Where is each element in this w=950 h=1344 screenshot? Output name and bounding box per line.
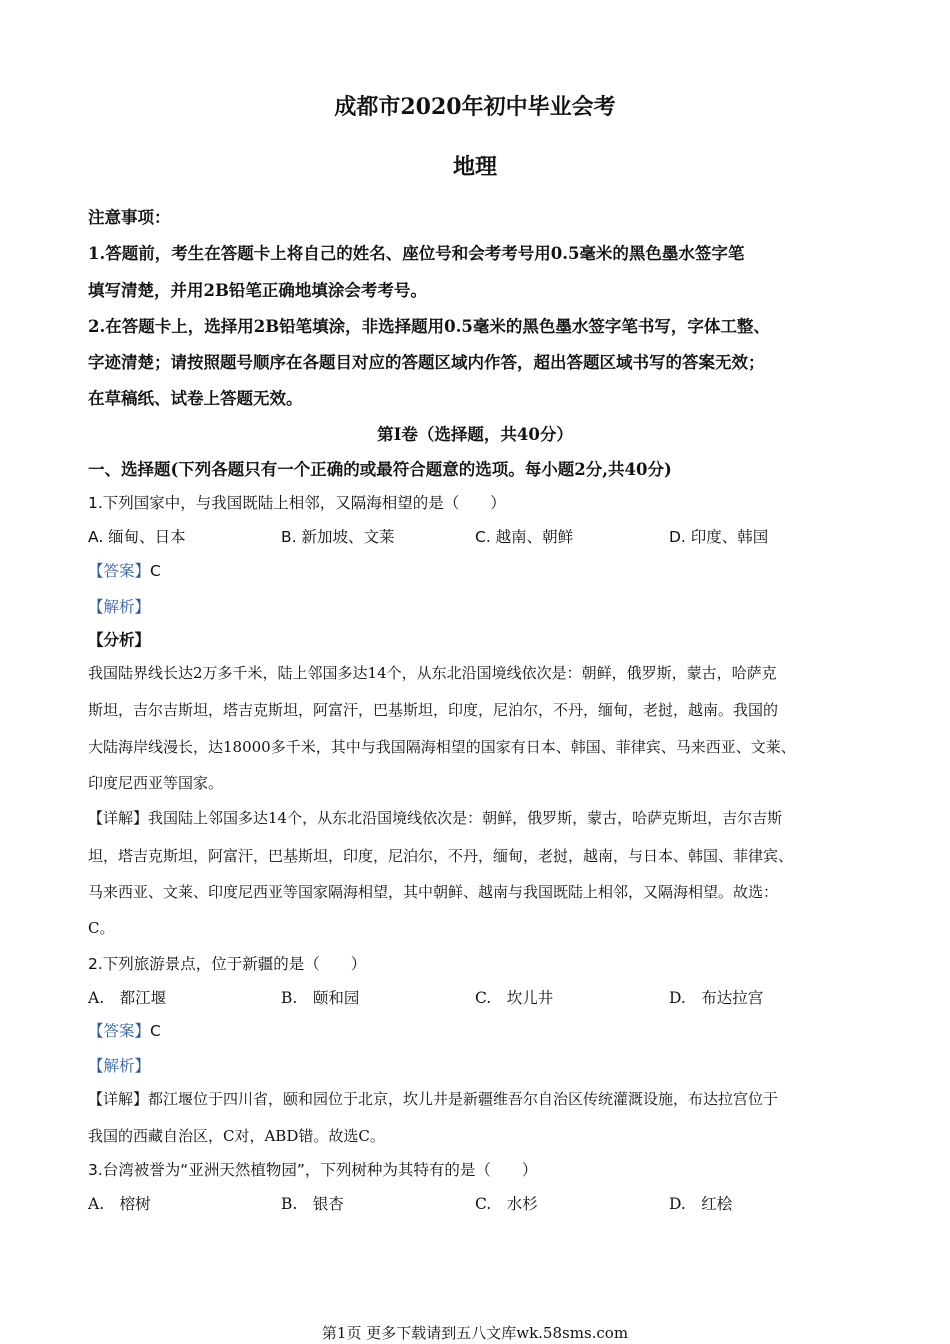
question-1-stem: 1.下列国家中，与我国既陆上相邻，又隔海相望的是（ ） bbox=[88, 494, 506, 512]
notice-line: 2.在答题卡上，选择用2B铅笔填涂，非选择题用0.5毫米的黑色墨水签字笔书写，字体工整、 bbox=[88, 317, 770, 336]
q2-detail-line: 我国的西藏自治区，C对，ABD错。故选C。 bbox=[88, 1127, 385, 1145]
subject-title: 地理 bbox=[452, 154, 497, 180]
q3-option-c: C. 水杉 bbox=[475, 1195, 538, 1213]
notice-line: 1.答题前，考生在答题卡上将自己的姓名、座位号和会考考号用0.5毫米的黑色墨水签字笔 bbox=[88, 244, 745, 263]
q1-detail-row bbox=[88, 807, 782, 828]
notice-heading: 注意事项： bbox=[88, 208, 171, 227]
analysis-tag: 【解析】 bbox=[88, 598, 151, 616]
answer-tag: 【答案】 bbox=[88, 562, 151, 580]
q2-option-b: B. 颐和园 bbox=[281, 989, 360, 1007]
q1-fenxi-line: 斯坦，吉尔吉斯坦，塔吉克斯坦，阿富汗，巴基斯坦，印度，尼泊尔，不丹，缅甸，老挝，越南。我国的 bbox=[88, 701, 779, 719]
detail-tag: 【详解】 bbox=[88, 1090, 149, 1108]
fenxi-tag: 【分析】 bbox=[88, 631, 151, 649]
notice-line: 填写清楚，并用2B铅笔正确地填涂会考考号。 bbox=[88, 281, 427, 300]
q1-fenxi-line: 印度尼西亚等国家。 bbox=[88, 774, 224, 792]
q1-fenxi-line: 我国陆界线长达2万多千米，陆上邻国多达14个，从东北沿国境线依次是：朝鲜，俄罗斯，蒙古，哈萨克 bbox=[88, 664, 777, 682]
q1-fenxi-line: 大陆海岸线漫长，达18000多千米，其中与我国隔海相望的国家有日本、韩国、菲律宾、马来西亚、文莱、 bbox=[88, 738, 796, 756]
q2-option-c: C. 坎儿井 bbox=[475, 989, 554, 1007]
detail-tag: 【详解】 bbox=[88, 809, 149, 827]
q1-option-d: D. 印度、韩国 bbox=[669, 528, 769, 546]
q1-detail-line: C。 bbox=[88, 919, 115, 937]
volume-heading: 第Ⅰ卷（选择题，共40分） bbox=[377, 425, 573, 444]
q2-detail-line: 都江堰位于四川省，颐和园位于北京，坎儿井是新疆维吾尔自治区传统灌溉设施，布达拉宫位于 bbox=[148, 1090, 779, 1108]
notice-line: 字迹清楚；请按照题号顺序在各题目对应的答题区域内作答，超出答题区域书写的答案无效； bbox=[88, 353, 765, 372]
q1-detail-line: 马来西亚、文莱、印度尼西亚等国家隔海相望，其中朝鲜、越南与我国既陆上相邻，又隔海相望。故选： bbox=[88, 883, 779, 901]
q3-option-b: B. 银杏 bbox=[281, 1195, 344, 1213]
q2-detail-row bbox=[88, 1088, 778, 1109]
q2-answer: C bbox=[150, 1022, 161, 1040]
q2-answer-row bbox=[88, 1019, 161, 1041]
q3-option-a: A. 榕树 bbox=[88, 1195, 151, 1213]
question-2-stem: 2.下列旅游景点，位于新疆的是（ ） bbox=[88, 955, 367, 973]
q1-detail-line: 坦，塔吉克斯坦，阿富汗，巴基斯坦，印度，尼泊尔，不丹，缅甸，老挝，越南，与日本、韩国、菲律宾、 bbox=[88, 847, 794, 865]
notice-line: 在草稿纸、试卷上答题无效。 bbox=[88, 389, 303, 408]
q1-option-b: B. 新加坡、文莱 bbox=[281, 528, 395, 546]
q2-option-a: A. 都江堰 bbox=[88, 989, 167, 1007]
analysis-tag: 【解析】 bbox=[88, 1057, 151, 1075]
q1-answer-row bbox=[88, 559, 161, 581]
q3-option-d: D. 红桧 bbox=[669, 1195, 733, 1213]
q2-option-d: D. 布达拉宫 bbox=[669, 989, 764, 1007]
section-heading: 一、选择题(下列各题只有一个正确的或最符合题意的选项。每小题2分,共40分) bbox=[88, 460, 672, 479]
q1-detail-line: 我国陆上邻国多达14个，从东北沿国境线依次是：朝鲜，俄罗斯，蒙古，哈萨克斯坦，吉尔吉斯 bbox=[148, 809, 783, 827]
q1-answer: C bbox=[150, 562, 161, 580]
q1-option-a: A. 缅甸、日本 bbox=[88, 528, 186, 546]
page-footer: 第1页 更多下载请到五八文库wk.58sms.com bbox=[321, 1324, 629, 1342]
question-3-stem: 3.台湾被誉为“亚洲天然植物园”，下列树种为其特有的是（ ） bbox=[88, 1161, 538, 1179]
answer-tag: 【答案】 bbox=[88, 1022, 151, 1040]
exam-title: 成都市2020年初中毕业会考 bbox=[334, 94, 616, 120]
q1-option-c: C. 越南、朝鲜 bbox=[475, 528, 574, 546]
